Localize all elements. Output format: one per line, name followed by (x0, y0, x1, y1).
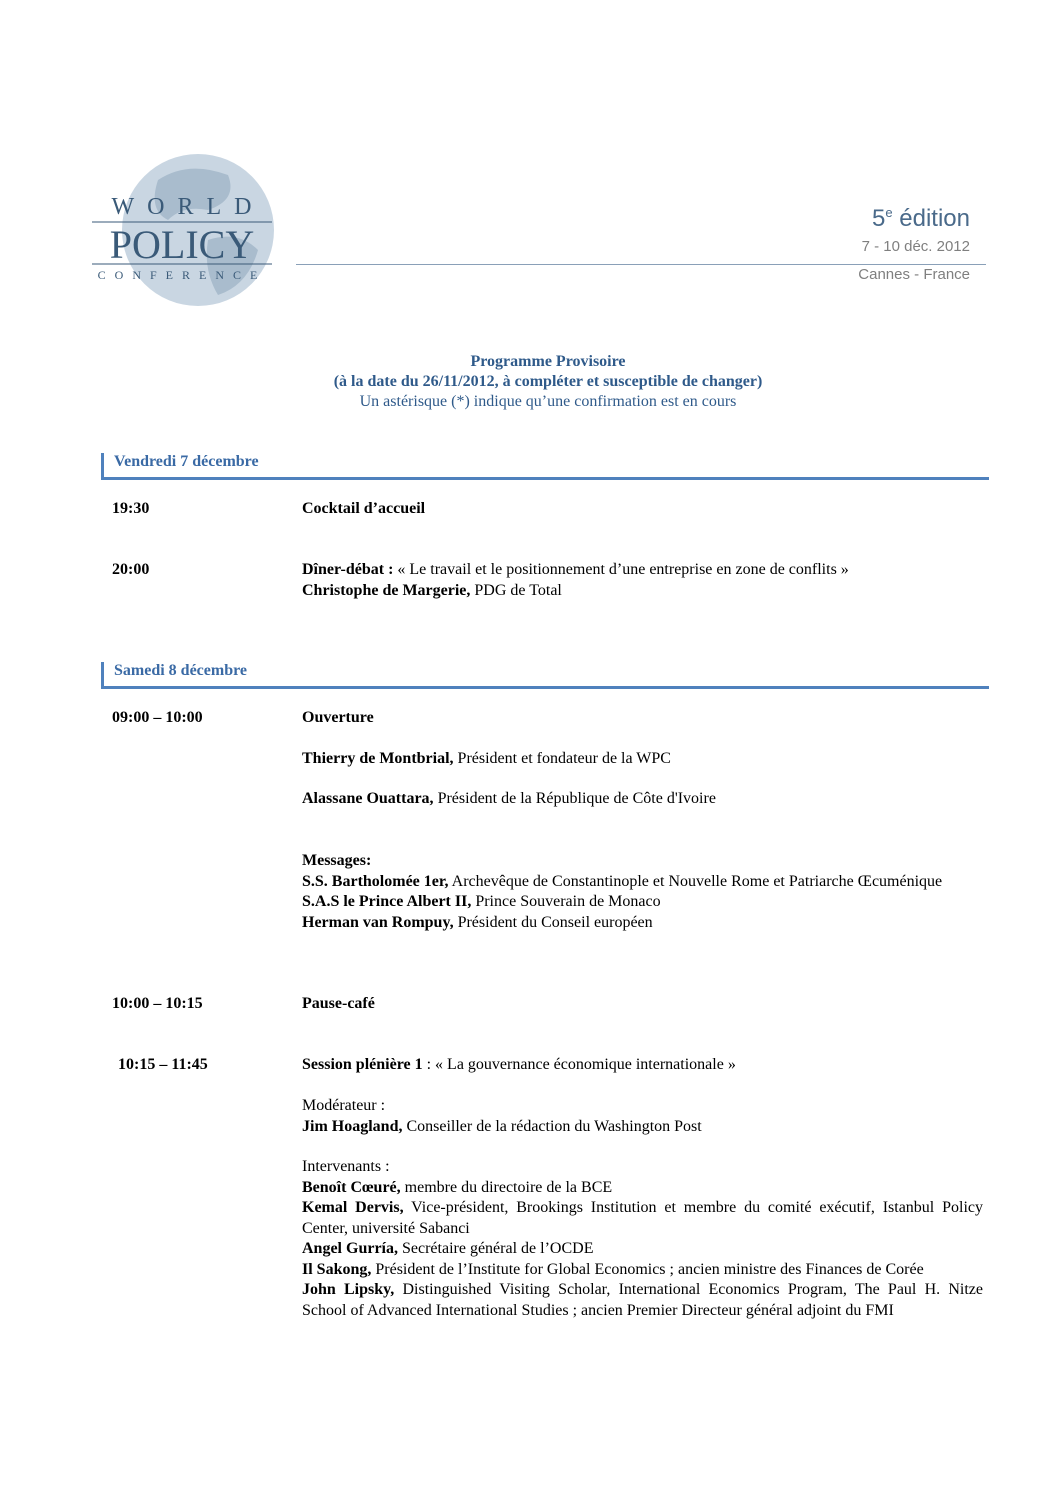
speaker-role: PDG de Total (470, 581, 562, 599)
agenda-item (302, 994, 983, 1015)
event-place: Cannes - France (858, 266, 970, 283)
event-dates: 7 - 10 déc. 2012 (861, 238, 970, 255)
item-title: Session plénière 1 (302, 1056, 423, 1073)
speaker (302, 1239, 983, 1260)
speaker (302, 1117, 983, 1138)
item-subject: « Le travail et le positionnement d’une entreprise en zone de conflits » (393, 561, 849, 578)
messages-block (302, 851, 983, 933)
speaker-role: Vice-président, Brookings Institution et membre du comité exécutif, Istanbul Policy Center, université Sabanci (302, 1199, 983, 1237)
logo-world: WORLD (111, 194, 265, 220)
time: 10:00 – 10:15 (112, 995, 203, 1012)
item-title: Pause-café (302, 995, 375, 1012)
speaker (302, 892, 983, 913)
title-note: Un astérisque (*) indique qu’une confirmation est en cours (359, 393, 737, 410)
agenda-item (302, 1055, 983, 1076)
header-divider (296, 264, 986, 265)
item-title: Cocktail d’accueil (302, 500, 426, 517)
speaker-name: Thierry de Montbrial, (302, 750, 454, 767)
speaker-role: Prince Souverain de Monaco (471, 893, 661, 910)
speaker-role: Secrétaire général de l’OCDE (398, 1240, 594, 1257)
speaker-role: Archevêque de Constantinople et Nouvelle Rome et Patriarche Œcuménique (448, 872, 943, 890)
speaker-name: Herman van Rompuy, (302, 913, 454, 931)
speaker (302, 1260, 983, 1281)
speaker-name: Benoît Cœuré, (302, 1178, 401, 1196)
speaker-name: S.A.S le Prince Albert II, (302, 893, 472, 910)
agenda-item (302, 499, 983, 520)
speakers-label: Intervenants : (302, 1158, 390, 1175)
speaker (302, 789, 983, 810)
speaker-name: Jim Hoagland, (302, 1117, 403, 1135)
section-label: Vendredi 7 décembre (114, 453, 259, 470)
speaker-name: Angel Gurría, (302, 1240, 398, 1257)
edition-word: édition (892, 205, 970, 232)
edition-superscript: e (885, 205, 893, 220)
moderator-label: Modérateur : (302, 1097, 386, 1114)
speaker (302, 1198, 983, 1239)
speaker-name: Alassane Ouattara, (302, 790, 434, 807)
speaker (302, 913, 983, 934)
world-policy-conference-logo (88, 150, 288, 310)
time: 09:00 – 10:00 (112, 709, 203, 726)
messages-label: Messages: (302, 852, 372, 869)
edition (872, 205, 970, 233)
item-subject: : « La gouvernance économique internationale » (422, 1056, 736, 1073)
logo-conference: CONFERENCE (97, 268, 267, 282)
speaker (302, 1280, 983, 1321)
speaker-role: Président de la République de Côte d'Ivoire (433, 790, 716, 807)
speaker-role: Président du Conseil européen (453, 913, 653, 931)
logo-policy: POLICY (109, 222, 255, 267)
time: 10:15 – 11:45 (118, 1056, 208, 1073)
speaker-role: Conseiller de la rédaction du Washington Post (402, 1117, 702, 1135)
speaker-name: John Lipsky, (302, 1281, 395, 1298)
moderator-block (302, 1096, 983, 1137)
speaker-role: membre du directoire de la BCE (400, 1178, 613, 1196)
agenda-item (302, 560, 983, 601)
section-header-day1 (101, 453, 989, 480)
speaker (302, 872, 983, 893)
speaker-name: Il Sakong, (302, 1260, 372, 1278)
time: 19:30 (112, 500, 150, 517)
speaker-name: Christophe de Margerie, (302, 581, 471, 599)
speaker (302, 749, 983, 770)
document-title (200, 352, 896, 412)
title-line: Programme Provisoire (470, 353, 626, 370)
speaker-name: Kemal Dervis, (302, 1199, 404, 1216)
title-subtitle: (à la date du 26/11/2012, à compléter et susceptible de changer) (333, 373, 763, 390)
speaker-name: S.S. Bartholomée 1er, (302, 872, 449, 890)
section-header-day2 (101, 662, 989, 689)
speaker-role: Président et fondateur de la WPC (453, 750, 671, 767)
time: 20:00 (112, 561, 150, 578)
speakers-block (302, 1157, 983, 1321)
edition-number: 5 (872, 205, 886, 232)
speaker-role: Président de l’Institute for Global Economics ; ancien ministre des Finances de Corée (371, 1260, 924, 1278)
speaker-role: Distinguished Visiting Scholar, International Economics Program, The Paul H. Nitze School of Advanced International Studies ; ancien Premier Directeur général adjoint du FMI (302, 1281, 984, 1319)
item-title: Dîner-débat : (302, 561, 394, 578)
item-title: Ouverture (302, 709, 374, 726)
speaker (302, 1178, 983, 1199)
agenda-item (302, 708, 983, 729)
section-label: Samedi 8 décembre (114, 662, 248, 679)
